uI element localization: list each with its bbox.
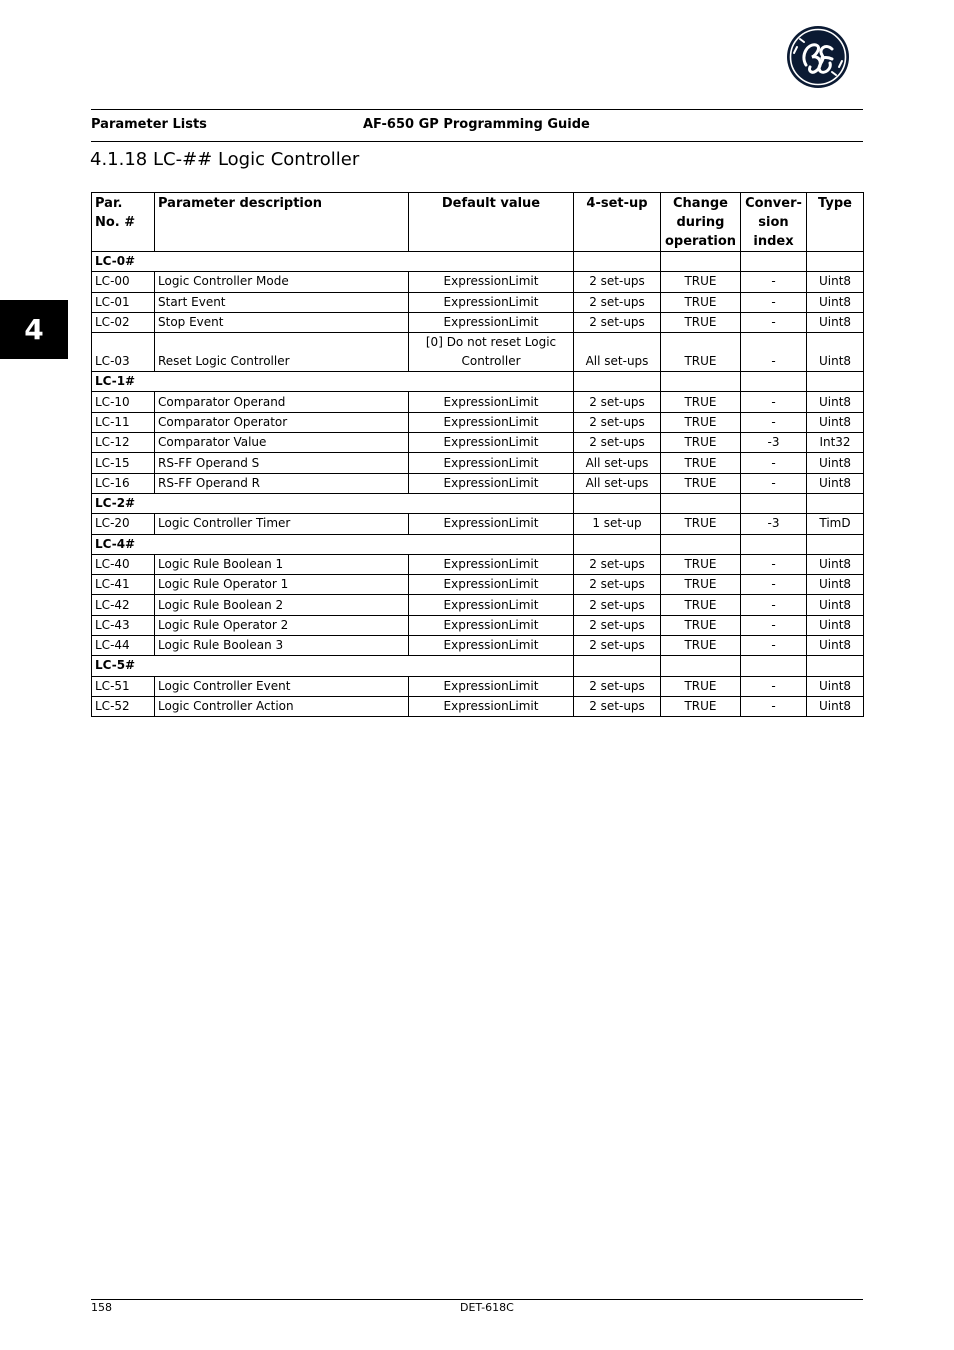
cell-default: ExpressionLimit [409,392,574,412]
table-header-row [92,193,864,252]
cell-setup: 2 set-ups [574,292,661,312]
cell-conversion: - [741,333,807,372]
group-empty-cell [741,534,807,554]
cell-type: TimD [807,514,864,534]
cell-change: TRUE [661,696,741,716]
cell-type: Uint8 [807,554,864,574]
group-empty-cell [574,372,661,392]
cell-par-no: LC-43 [92,615,155,635]
cell-par-no: LC-44 [92,636,155,656]
cell-change: TRUE [661,333,741,372]
header-bottom-rule [91,141,863,142]
cell-type: Uint8 [807,595,864,615]
group-empty-cell [807,372,864,392]
cell-change: TRUE [661,292,741,312]
table-row [92,554,864,574]
table-group-row [92,493,864,513]
cell-setup: 2 set-ups [574,272,661,292]
group-empty-cell [661,493,741,513]
section-title: 4.1.18 LC-## Logic Controller [90,149,360,170]
cell-change: TRUE [661,312,741,332]
cell-conversion: - [741,554,807,574]
cell-setup: All set-ups [574,453,661,473]
group-title: LC-5# [92,656,574,676]
cell-change: TRUE [661,676,741,696]
cell-default: ExpressionLimit [409,554,574,574]
cell-conversion: - [741,392,807,412]
footer-rule [91,1299,863,1300]
group-title: LC-4# [92,534,574,554]
cell-change: TRUE [661,453,741,473]
cell-change: TRUE [661,412,741,432]
cell-change: TRUE [661,392,741,412]
cell-default: ExpressionLimit [409,412,574,432]
group-empty-cell [741,252,807,272]
cell-setup: 2 set-ups [574,595,661,615]
group-empty-cell [741,372,807,392]
cell-type: Uint8 [807,412,864,432]
cell-setup: 2 set-ups [574,412,661,432]
table-row [92,412,864,432]
group-title: LC-2# [92,493,574,513]
table-row [92,272,864,292]
cell-conversion: - [741,292,807,312]
cell-type: Uint8 [807,676,864,696]
ge-logo-icon [786,25,850,89]
cell-default: [0] Do not reset Logic Controller [409,333,574,372]
cell-default: ExpressionLimit [409,453,574,473]
group-empty-cell [574,656,661,676]
cell-description: Comparator Operator [155,412,409,432]
table-row [92,333,864,372]
group-empty-cell [661,656,741,676]
header-conversion: Conver-sion index [741,193,807,252]
cell-description: Comparator Value [155,433,409,453]
cell-type: Uint8 [807,453,864,473]
cell-default: ExpressionLimit [409,473,574,493]
cell-description: RS-FF Operand S [155,453,409,473]
cell-description: Logic Controller Mode [155,272,409,292]
group-empty-cell [807,534,864,554]
cell-setup: 2 set-ups [574,696,661,716]
cell-default: ExpressionLimit [409,696,574,716]
cell-conversion: - [741,453,807,473]
header-section-name: Parameter Lists [91,117,207,132]
cell-par-no: LC-42 [92,595,155,615]
group-empty-cell [807,656,864,676]
cell-setup: 2 set-ups [574,392,661,412]
cell-par-no: LC-10 [92,392,155,412]
cell-description: Comparator Operand [155,392,409,412]
table-row [92,292,864,312]
cell-description: Logic Controller Timer [155,514,409,534]
cell-description: Logic Rule Boolean 1 [155,554,409,574]
header-guide-title: AF-650 GP Programming Guide [363,117,590,132]
cell-conversion: - [741,272,807,292]
cell-default: ExpressionLimit [409,433,574,453]
table-row [92,676,864,696]
cell-type: Uint8 [807,312,864,332]
table-row [92,473,864,493]
cell-default: ExpressionLimit [409,595,574,615]
cell-type: Uint8 [807,575,864,595]
cell-default: ExpressionLimit [409,615,574,635]
cell-par-no: LC-00 [92,272,155,292]
cell-change: TRUE [661,615,741,635]
cell-description: Start Event [155,292,409,312]
cell-change: TRUE [661,433,741,453]
cell-par-no: LC-20 [92,514,155,534]
group-empty-cell [574,534,661,554]
table-row [92,433,864,453]
footer-doc-id: DET-618C [460,1301,514,1314]
header-setup: 4-set-up [574,193,661,252]
cell-type: Uint8 [807,473,864,493]
cell-setup: 2 set-ups [574,575,661,595]
cell-description: Logic Rule Operator 2 [155,615,409,635]
cell-description: Logic Controller Event [155,676,409,696]
header-description: Parameter description [155,193,409,252]
cell-conversion: - [741,312,807,332]
cell-type: Int32 [807,433,864,453]
group-empty-cell [807,252,864,272]
cell-par-no: LC-51 [92,676,155,696]
cell-par-no: LC-12 [92,433,155,453]
cell-conversion: - [741,676,807,696]
cell-par-no: LC-11 [92,412,155,432]
footer-page-number: 158 [91,1301,112,1314]
cell-setup: 2 set-ups [574,615,661,635]
chapter-tab: 4 [0,300,68,359]
table-row [92,514,864,534]
cell-type: Uint8 [807,333,864,372]
cell-par-no: LC-41 [92,575,155,595]
cell-conversion: - [741,595,807,615]
table-group-row [92,656,864,676]
header-change: Change during operation [661,193,741,252]
header-top-rule [91,109,863,110]
cell-change: TRUE [661,575,741,595]
table-row [92,312,864,332]
cell-default: ExpressionLimit [409,272,574,292]
header-type: Type [807,193,864,252]
cell-setup: 2 set-ups [574,312,661,332]
group-empty-cell [574,493,661,513]
cell-setup: 2 set-ups [574,676,661,696]
cell-par-no: LC-01 [92,292,155,312]
cell-setup: 2 set-ups [574,636,661,656]
header-par-no: Par. No. # [92,193,155,252]
cell-change: TRUE [661,595,741,615]
cell-setup: 1 set-up [574,514,661,534]
cell-type: Uint8 [807,392,864,412]
table-row [92,615,864,635]
cell-type: Uint8 [807,696,864,716]
cell-description: RS-FF Operand R [155,473,409,493]
cell-par-no: LC-02 [92,312,155,332]
group-empty-cell [661,252,741,272]
table-row [92,595,864,615]
cell-default: ExpressionLimit [409,575,574,595]
cell-setup: 2 set-ups [574,433,661,453]
cell-type: Uint8 [807,292,864,312]
cell-type: Uint8 [807,615,864,635]
cell-conversion: - [741,696,807,716]
cell-default: ExpressionLimit [409,514,574,534]
cell-type: Uint8 [807,636,864,656]
cell-type: Uint8 [807,272,864,292]
table-row [92,392,864,412]
cell-default: ExpressionLimit [409,676,574,696]
table-row [92,453,864,473]
group-empty-cell [661,534,741,554]
cell-setup: 2 set-ups [574,554,661,574]
group-title: LC-1# [92,372,574,392]
cell-change: TRUE [661,473,741,493]
table-group-row [92,534,864,554]
cell-description: Logic Rule Boolean 2 [155,595,409,615]
cell-setup: All set-ups [574,473,661,493]
cell-description: Stop Event [155,312,409,332]
parameter-table [91,192,864,717]
cell-conversion: -3 [741,433,807,453]
cell-par-no: LC-52 [92,696,155,716]
cell-default: ExpressionLimit [409,312,574,332]
cell-conversion: - [741,473,807,493]
table-row [92,696,864,716]
group-empty-cell [741,493,807,513]
cell-setup: All set-ups [574,333,661,372]
cell-conversion: - [741,636,807,656]
group-empty-cell [574,252,661,272]
cell-conversion: - [741,615,807,635]
cell-description: Reset Logic Controller [155,333,409,372]
cell-change: TRUE [661,272,741,292]
group-empty-cell [807,493,864,513]
cell-conversion: -3 [741,514,807,534]
cell-change: TRUE [661,554,741,574]
group-title: LC-0# [92,252,574,272]
cell-default: ExpressionLimit [409,292,574,312]
cell-par-no: LC-40 [92,554,155,574]
group-empty-cell [741,656,807,676]
group-empty-cell [661,372,741,392]
cell-par-no: LC-03 [92,333,155,372]
cell-change: TRUE [661,636,741,656]
table-row [92,575,864,595]
cell-default: ExpressionLimit [409,636,574,656]
cell-par-no: LC-16 [92,473,155,493]
cell-description: Logic Rule Boolean 3 [155,636,409,656]
cell-conversion: - [741,412,807,432]
cell-conversion: - [741,575,807,595]
cell-change: TRUE [661,514,741,534]
header-default: Default value [409,193,574,252]
table-group-row [92,372,864,392]
cell-description: Logic Controller Action [155,696,409,716]
table-group-row [92,252,864,272]
table-row [92,636,864,656]
table-body [92,252,864,717]
cell-description: Logic Rule Operator 1 [155,575,409,595]
cell-par-no: LC-15 [92,453,155,473]
